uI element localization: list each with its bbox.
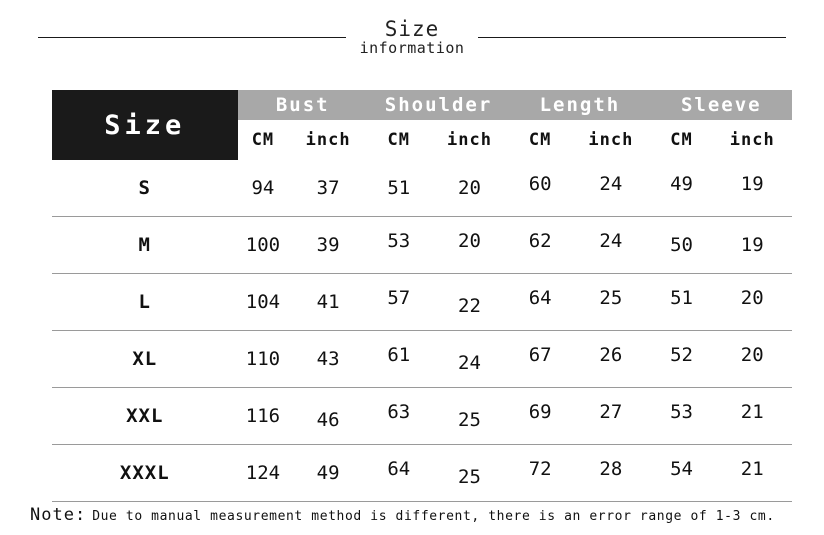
cell-length-cm: 69 bbox=[509, 384, 571, 441]
cell-shoulder-cm: 57 bbox=[368, 270, 430, 327]
cell-length-cm: 67 bbox=[509, 327, 571, 384]
unit-length-inch: inch bbox=[588, 130, 634, 150]
cell-sleeve-inch: 20 bbox=[712, 327, 792, 384]
cell-bust-inch: 43 bbox=[288, 331, 368, 388]
table-row bbox=[52, 445, 792, 502]
unit-sleeve-cm: CM bbox=[670, 130, 693, 150]
cell-sleeve-cm: 52 bbox=[651, 327, 713, 384]
row-size-label: S bbox=[52, 160, 238, 217]
group-header-shoulder: Shoulder bbox=[368, 90, 509, 120]
size-table bbox=[52, 90, 792, 502]
cell-shoulder-inch: 20 bbox=[430, 213, 510, 270]
cell-length-inch: 24 bbox=[571, 156, 651, 213]
note bbox=[30, 505, 810, 525]
cell-bust-cm: 110 bbox=[238, 331, 289, 388]
group-header-bust: Bust bbox=[238, 90, 368, 120]
row-size-label: M bbox=[52, 217, 238, 274]
table-row bbox=[52, 217, 792, 274]
cell-shoulder-cm: 53 bbox=[368, 213, 430, 270]
unit-sleeve-inch: inch bbox=[729, 130, 775, 150]
cell-sleeve-inch: 20 bbox=[712, 270, 792, 327]
cell-sleeve-cm: 53 bbox=[651, 384, 713, 441]
table-row bbox=[52, 331, 792, 388]
cell-sleeve-cm: 54 bbox=[651, 441, 713, 498]
cell-length-cm: 60 bbox=[509, 156, 571, 213]
header-rule-left bbox=[38, 37, 346, 38]
unit-length-cm: CM bbox=[528, 130, 552, 150]
size-column-header: Size bbox=[52, 90, 238, 160]
cell-bust-inch: 41 bbox=[288, 274, 368, 331]
group-header-length: Length bbox=[509, 90, 650, 120]
cell-bust-cm: 116 bbox=[238, 388, 289, 445]
cell-sleeve-inch: 19 bbox=[712, 156, 792, 213]
cell-bust-inch: 39 bbox=[288, 217, 368, 274]
cell-bust-cm: 124 bbox=[238, 445, 289, 502]
row-size-label: XXXL bbox=[52, 445, 238, 502]
cell-bust-cm: 94 bbox=[238, 160, 289, 217]
note-label: Note: bbox=[30, 505, 87, 525]
cell-length-inch: 28 bbox=[571, 441, 651, 498]
row-size-label: L bbox=[52, 274, 238, 331]
cell-sleeve-cm: 51 bbox=[651, 270, 713, 327]
header bbox=[38, 14, 786, 60]
cell-sleeve-inch: 21 bbox=[712, 441, 792, 498]
cell-shoulder-cm: 51 bbox=[368, 160, 430, 217]
cell-sleeve-cm: 50 bbox=[651, 217, 713, 274]
page-title-line2: information bbox=[359, 38, 465, 57]
cell-bust-inch: 37 bbox=[288, 160, 368, 217]
row-size-label: XXL bbox=[52, 388, 238, 445]
page-title-line1: Size bbox=[384, 16, 440, 41]
cell-length-cm: 72 bbox=[509, 441, 571, 498]
cell-bust-inch: 46 bbox=[288, 392, 368, 449]
table-row bbox=[52, 274, 792, 331]
cell-length-inch: 26 bbox=[571, 327, 651, 384]
cell-length-inch: 24 bbox=[571, 213, 651, 270]
cell-length-cm: 64 bbox=[509, 270, 571, 327]
group-header-sleeve: Sleeve bbox=[651, 90, 792, 120]
cell-shoulder-inch: 20 bbox=[430, 160, 510, 217]
header-rule-right bbox=[478, 37, 786, 38]
size-table-wrap bbox=[52, 90, 792, 502]
unit-bust-inch: inch bbox=[305, 130, 351, 150]
cell-sleeve-inch: 21 bbox=[712, 384, 792, 441]
cell-sleeve-cm: 49 bbox=[651, 156, 713, 213]
cell-shoulder-cm: 61 bbox=[368, 327, 430, 384]
cell-shoulder-inch: 25 bbox=[430, 449, 510, 506]
cell-bust-cm: 100 bbox=[238, 217, 289, 274]
page-title bbox=[346, 18, 479, 57]
cell-shoulder-inch: 24 bbox=[430, 335, 510, 392]
cell-length-cm: 62 bbox=[509, 213, 571, 270]
cell-sleeve-inch: 19 bbox=[712, 217, 792, 274]
cell-shoulder-cm: 64 bbox=[368, 441, 430, 498]
unit-shoulder-cm: CM bbox=[387, 130, 411, 150]
table-group-header-row bbox=[52, 90, 792, 120]
cell-bust-inch: 49 bbox=[288, 445, 368, 502]
cell-shoulder-cm: 63 bbox=[368, 384, 430, 441]
unit-shoulder-inch: inch bbox=[446, 130, 492, 150]
cell-length-inch: 25 bbox=[571, 270, 651, 327]
row-size-label: XL bbox=[52, 331, 238, 388]
unit-bust-cm: CM bbox=[251, 130, 275, 150]
note-text: Due to manual measurement method is different, there is an error range of 1-3 cm. bbox=[92, 509, 775, 524]
cell-bust-cm: 104 bbox=[238, 274, 289, 331]
table-row bbox=[52, 160, 792, 217]
cell-length-inch: 27 bbox=[571, 384, 651, 441]
cell-shoulder-inch: 22 bbox=[430, 278, 510, 335]
table-row bbox=[52, 388, 792, 445]
cell-shoulder-inch: 25 bbox=[430, 392, 510, 449]
